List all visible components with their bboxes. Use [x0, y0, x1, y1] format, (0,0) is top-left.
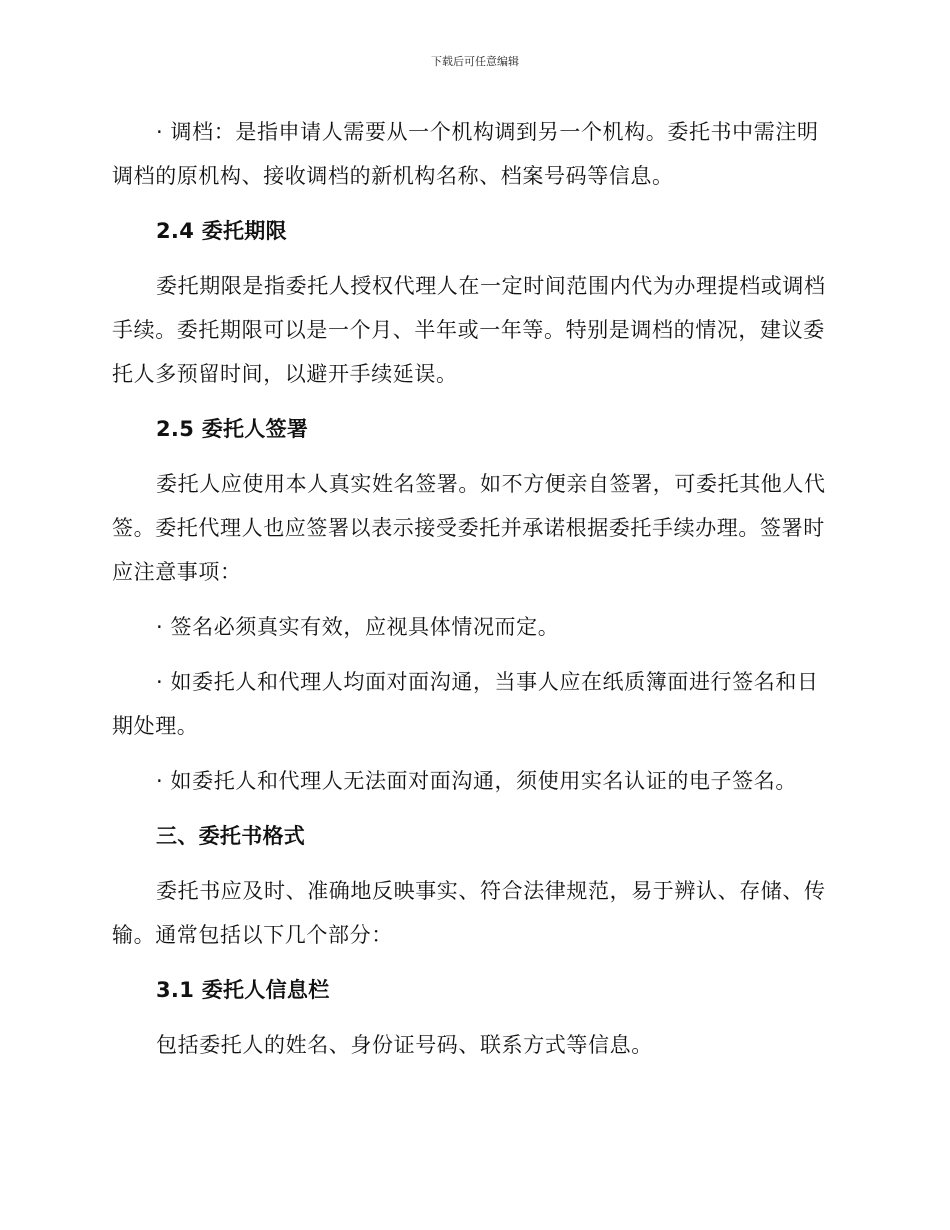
paragraph-3: 委托书应及时、准确地反映事实、符合法律规范，易于辨认、存储、传输。通常包括以下几个部分： — [112, 879, 826, 947]
paragraph-2-5: 委托人应使用本人真实姓名签署。如不方便亲自签署，可委托其他人代签。委托代理人也应签署以表示接受委托并承诺根据委托手续办理。签署时应注意事项： — [112, 472, 826, 584]
section-heading-2-4: 2.4 委托期限 — [156, 219, 287, 243]
paragraph-3-1: 包括委托人的姓名、身份证号码、联系方式等信息。 — [156, 1033, 653, 1057]
bullet-item-2: · 如委托人和代理人均面对面沟通，当事人应在纸质簿面进行签名和日期处理。 — [112, 670, 819, 738]
section-heading-3-1: 3.1 委托人信息栏 — [156, 978, 330, 1002]
bullet-item-3: · 如委托人和代理人无法面对面沟通，须使用实名认证的电子签名。 — [156, 769, 797, 793]
paragraph-2-4: 委托期限是指委托人授权代理人在一定时间范围内代为办理提档或调档手续。委托期限可以是一个月、半年或一年等。特别是调档的情况，建议委托人多预留时间，以避开手续延误。 — [112, 274, 826, 386]
document-body — [112, 110, 830, 1067]
page-header-note: 下载后可任意编辑 — [431, 55, 519, 68]
paragraph-tiaodang: · 调档：是指申请人需要从一个机构调到另一个机构。委托书中需注明调档的原机构、接收调档的新机构名称、档案号码等信息。 — [112, 120, 819, 188]
section-heading-2-5: 2.5 委托人签署 — [156, 417, 309, 441]
section-heading-3: 三、委托书格式 — [156, 824, 306, 848]
bullet-item-1: · 签名必须真实有效，应视具体情况而定。 — [156, 615, 560, 639]
